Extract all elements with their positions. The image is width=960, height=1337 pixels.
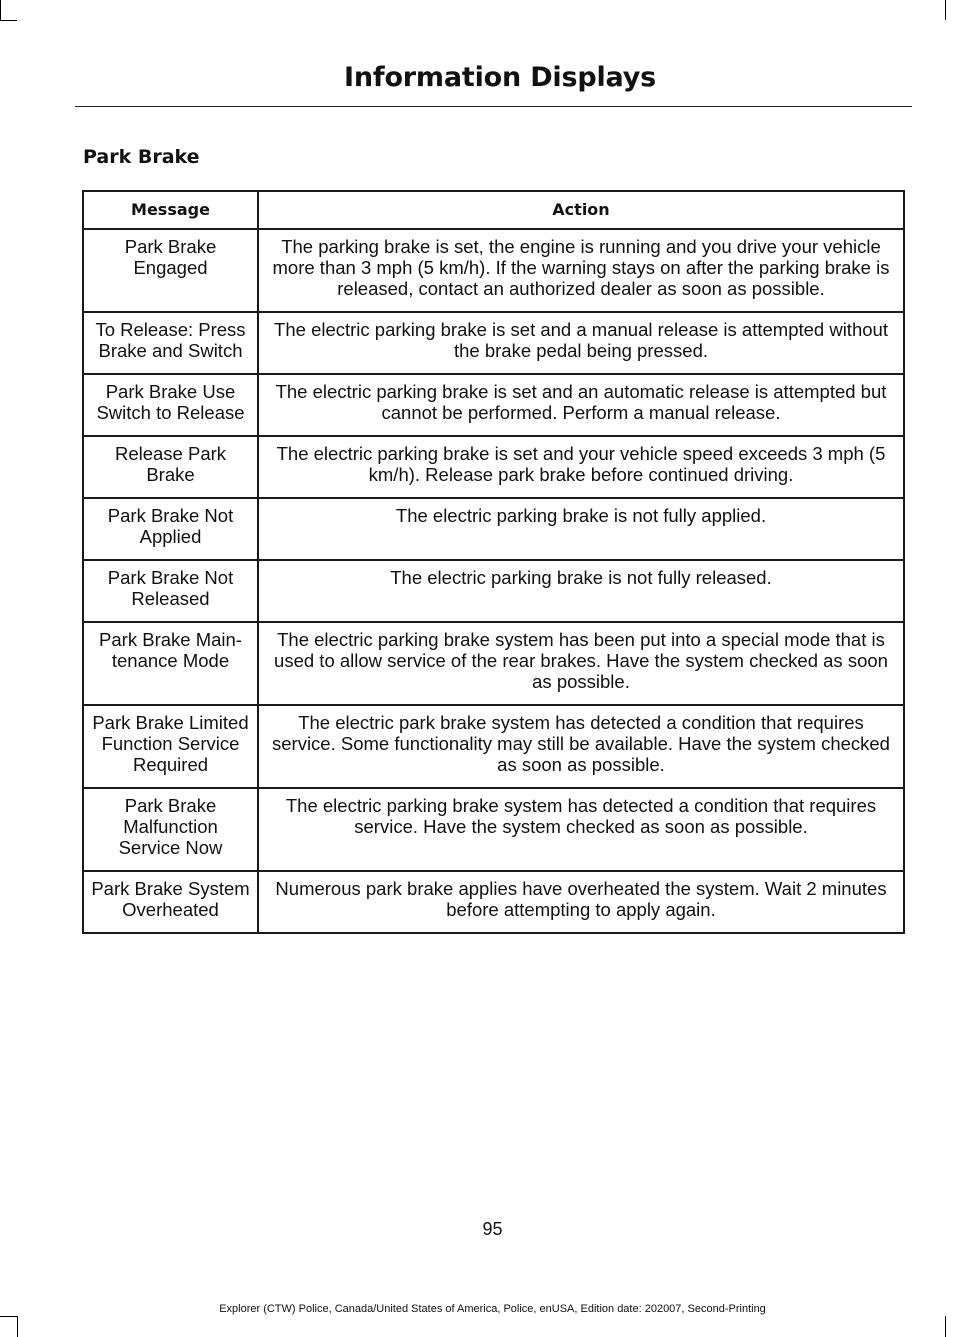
table-body bbox=[83, 229, 904, 933]
action-cell: The parking brake is set, the engine is running and you drive your vehicle more than 3 mph (5 km/h). If the warning stays on after the parking brake is released, contact an authorized dealer as soon as possible. bbox=[258, 229, 904, 312]
table-row bbox=[83, 312, 904, 374]
footer-edition-info: Explorer (CTW) Police, Canada/United States of America, Police, enUSA, Edition date: 202007, Second-Printing bbox=[219, 1303, 766, 1315]
table-row bbox=[83, 374, 904, 436]
message-table bbox=[82, 190, 905, 934]
crop-mark-bottom-left bbox=[0, 1316, 17, 1317]
message-cell: Park Brake Engaged bbox=[83, 229, 258, 312]
message-cell: Park Brake Main-tenance Mode bbox=[83, 622, 258, 705]
action-cell: The electric park brake system has detected a condition that requires service. Some functionality may still be available. Have the system checked as soon as possible. bbox=[258, 705, 904, 788]
crop-mark-bottom-right bbox=[945, 1316, 946, 1337]
action-cell: The electric parking brake is set and an automatic release is attempted but cannot be performed. Perform a manual release. bbox=[258, 374, 904, 436]
message-cell: Park Brake System Overheated bbox=[83, 871, 258, 933]
table-row bbox=[83, 229, 904, 312]
crop-mark-top-left bbox=[0, 0, 1, 20]
action-cell: The electric parking brake is not fully released. bbox=[258, 560, 904, 622]
table-row bbox=[83, 498, 904, 560]
message-cell: Park Brake Not Applied bbox=[83, 498, 258, 560]
table-header-row bbox=[83, 191, 904, 229]
message-cell: Park Brake Limited Function Service Required bbox=[83, 705, 258, 788]
message-cell: Release Park Brake bbox=[83, 436, 258, 498]
page-number: 95 bbox=[482, 1219, 503, 1239]
action-cell: The electric parking brake system has been put into a special mode that is used to allow service of the rear brakes. Have the system checked as soon as possible. bbox=[258, 622, 904, 705]
crop-mark-bottom-left bbox=[17, 1316, 18, 1337]
chapter-title: Information Displays bbox=[344, 62, 656, 93]
column-header-message: Message bbox=[83, 191, 258, 229]
action-cell: Numerous park brake applies have overheated the system. Wait 2 minutes before attempting to apply again. bbox=[258, 871, 904, 933]
column-header-action: Action bbox=[258, 191, 904, 229]
crop-mark-top-right bbox=[945, 0, 946, 20]
table-row bbox=[83, 436, 904, 498]
action-cell: The electric parking brake is set and your vehicle speed exceeds 3 mph (5 km/h). Release park brake before continued driving. bbox=[258, 436, 904, 498]
message-cell: Park Brake Not Released bbox=[83, 560, 258, 622]
table-row bbox=[83, 560, 904, 622]
table-row bbox=[83, 705, 904, 788]
table-row bbox=[83, 871, 904, 933]
crop-mark-top-left bbox=[0, 20, 17, 21]
action-cell: The electric parking brake system has detected a condition that requires service. Have the system checked as soon as possible. bbox=[258, 788, 904, 871]
table-row bbox=[83, 788, 904, 871]
action-cell: The electric parking brake is not fully applied. bbox=[258, 498, 904, 560]
message-cell: Park Brake Use Switch to Release bbox=[83, 374, 258, 436]
section-title: Park Brake bbox=[83, 146, 200, 168]
header-divider bbox=[75, 106, 912, 107]
action-cell: The electric parking brake is set and a manual release is attempted without the brake pedal being pressed. bbox=[258, 312, 904, 374]
message-cell: To Release: Press Brake and Switch bbox=[83, 312, 258, 374]
table-row bbox=[83, 622, 904, 705]
message-cell: Park Brake Malfunction Service Now bbox=[83, 788, 258, 871]
